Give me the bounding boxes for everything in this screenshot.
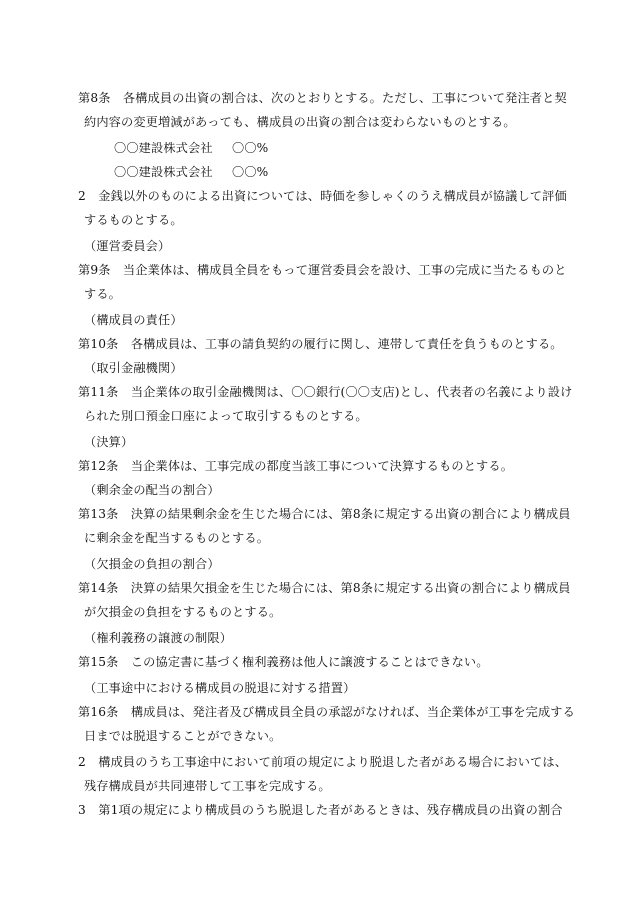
article-13-line-1: 第13条 決算の結果剰余金を生じた場合には、第8条に規定する出資の割合により構成員 [78, 507, 571, 521]
article-15-line-1: 第15条 この協定書に基づく権利義務は他人に譲渡することはできない。 [78, 655, 489, 669]
article-13-line-2: に剰余金を配当するものとする。 [84, 531, 270, 545]
article-14-line-1: 第14条 決算の結果欠損金を生じた場合には、第8条に規定する出資の割合により構成員 [78, 581, 571, 595]
company-row-1 [114, 140, 594, 156]
article-16-para-3-line-1: 3 第1項の規定により構成員のうち脱退した者があるときは、残存構成員の出資の割合 [78, 803, 563, 817]
article-9-heading: （運営委員会） [84, 239, 171, 253]
article-16-para-2-line-1: 2 構成員のうち工事途中において前項の規定により脱退した者がある場合においては、 [78, 755, 568, 769]
article-16-para-2-line-2: 残存構成員が共同連帯して工事を完成する。 [84, 779, 331, 793]
article-9-line-2: する。 [84, 287, 122, 301]
company-row-2 [114, 164, 594, 180]
article-11-line-2: られた別口預金口座によって取引するものとする。 [84, 409, 368, 423]
article-14-heading: （欠損金の負担の割合） [84, 557, 220, 571]
company-1-name: 〇〇建設株式会社 [114, 141, 213, 155]
article-16-line-2: 日までは脱退することができない。 [84, 729, 282, 743]
article-12-heading: （決算） [84, 435, 134, 449]
article-8-para-2-line-1: 2 金銭以外のものによる出資については、時価を参しゃくのうえ構成員が協議して評価 [78, 189, 567, 203]
article-11-line-1: 第11条 当企業体の取引金融機関は、〇〇銀行(〇〇支店)とし、代表者の名義により設け [78, 385, 573, 399]
article-8-para-2-line-2: するものとする。 [84, 213, 183, 227]
article-10-line-1: 第10条 各構成員は、工事の請負契約の履行に関し、連帯して責任を負うものとする。 [78, 337, 563, 351]
company-2-name: 〇〇建設株式会社 [114, 165, 213, 179]
article-12-line-1: 第12条 当企業体は、工事完成の都度当該工事について決算するものとする。 [78, 459, 514, 473]
article-10-heading: （構成員の責任） [84, 313, 183, 327]
article-13-heading: （剰余金の配当の割合） [84, 483, 220, 497]
article-15-heading: （権利義務の譲渡の制限） [84, 631, 233, 645]
article-8-line-2: 約内容の変更増減があっても、構成員の出資の割合は変わらないものとする。 [84, 115, 516, 129]
article-11-heading: （取引金融機関） [84, 361, 183, 375]
article-16-heading: （工事途中における構成員の脱退に対する措置） [84, 681, 356, 695]
article-8-line-1: 第8条 各構成員の出資の割合は、次のとおりとする。ただし、工事について発注者と契 [78, 91, 567, 105]
company-2-share: 〇〇% [232, 165, 269, 179]
article-16-line-1: 第16条 構成員は、発注者及び構成員全員の承認がなければ、当企業体が工事を完成する [78, 705, 575, 719]
article-14-line-2: が欠損金の負担をするものとする。 [84, 605, 282, 619]
article-9-line-1: 第9条 当企業体は、構成員全員をもって運営委員会を設け、工事の完成に当たるものと [78, 263, 567, 277]
company-1-share: 〇〇% [232, 141, 269, 155]
